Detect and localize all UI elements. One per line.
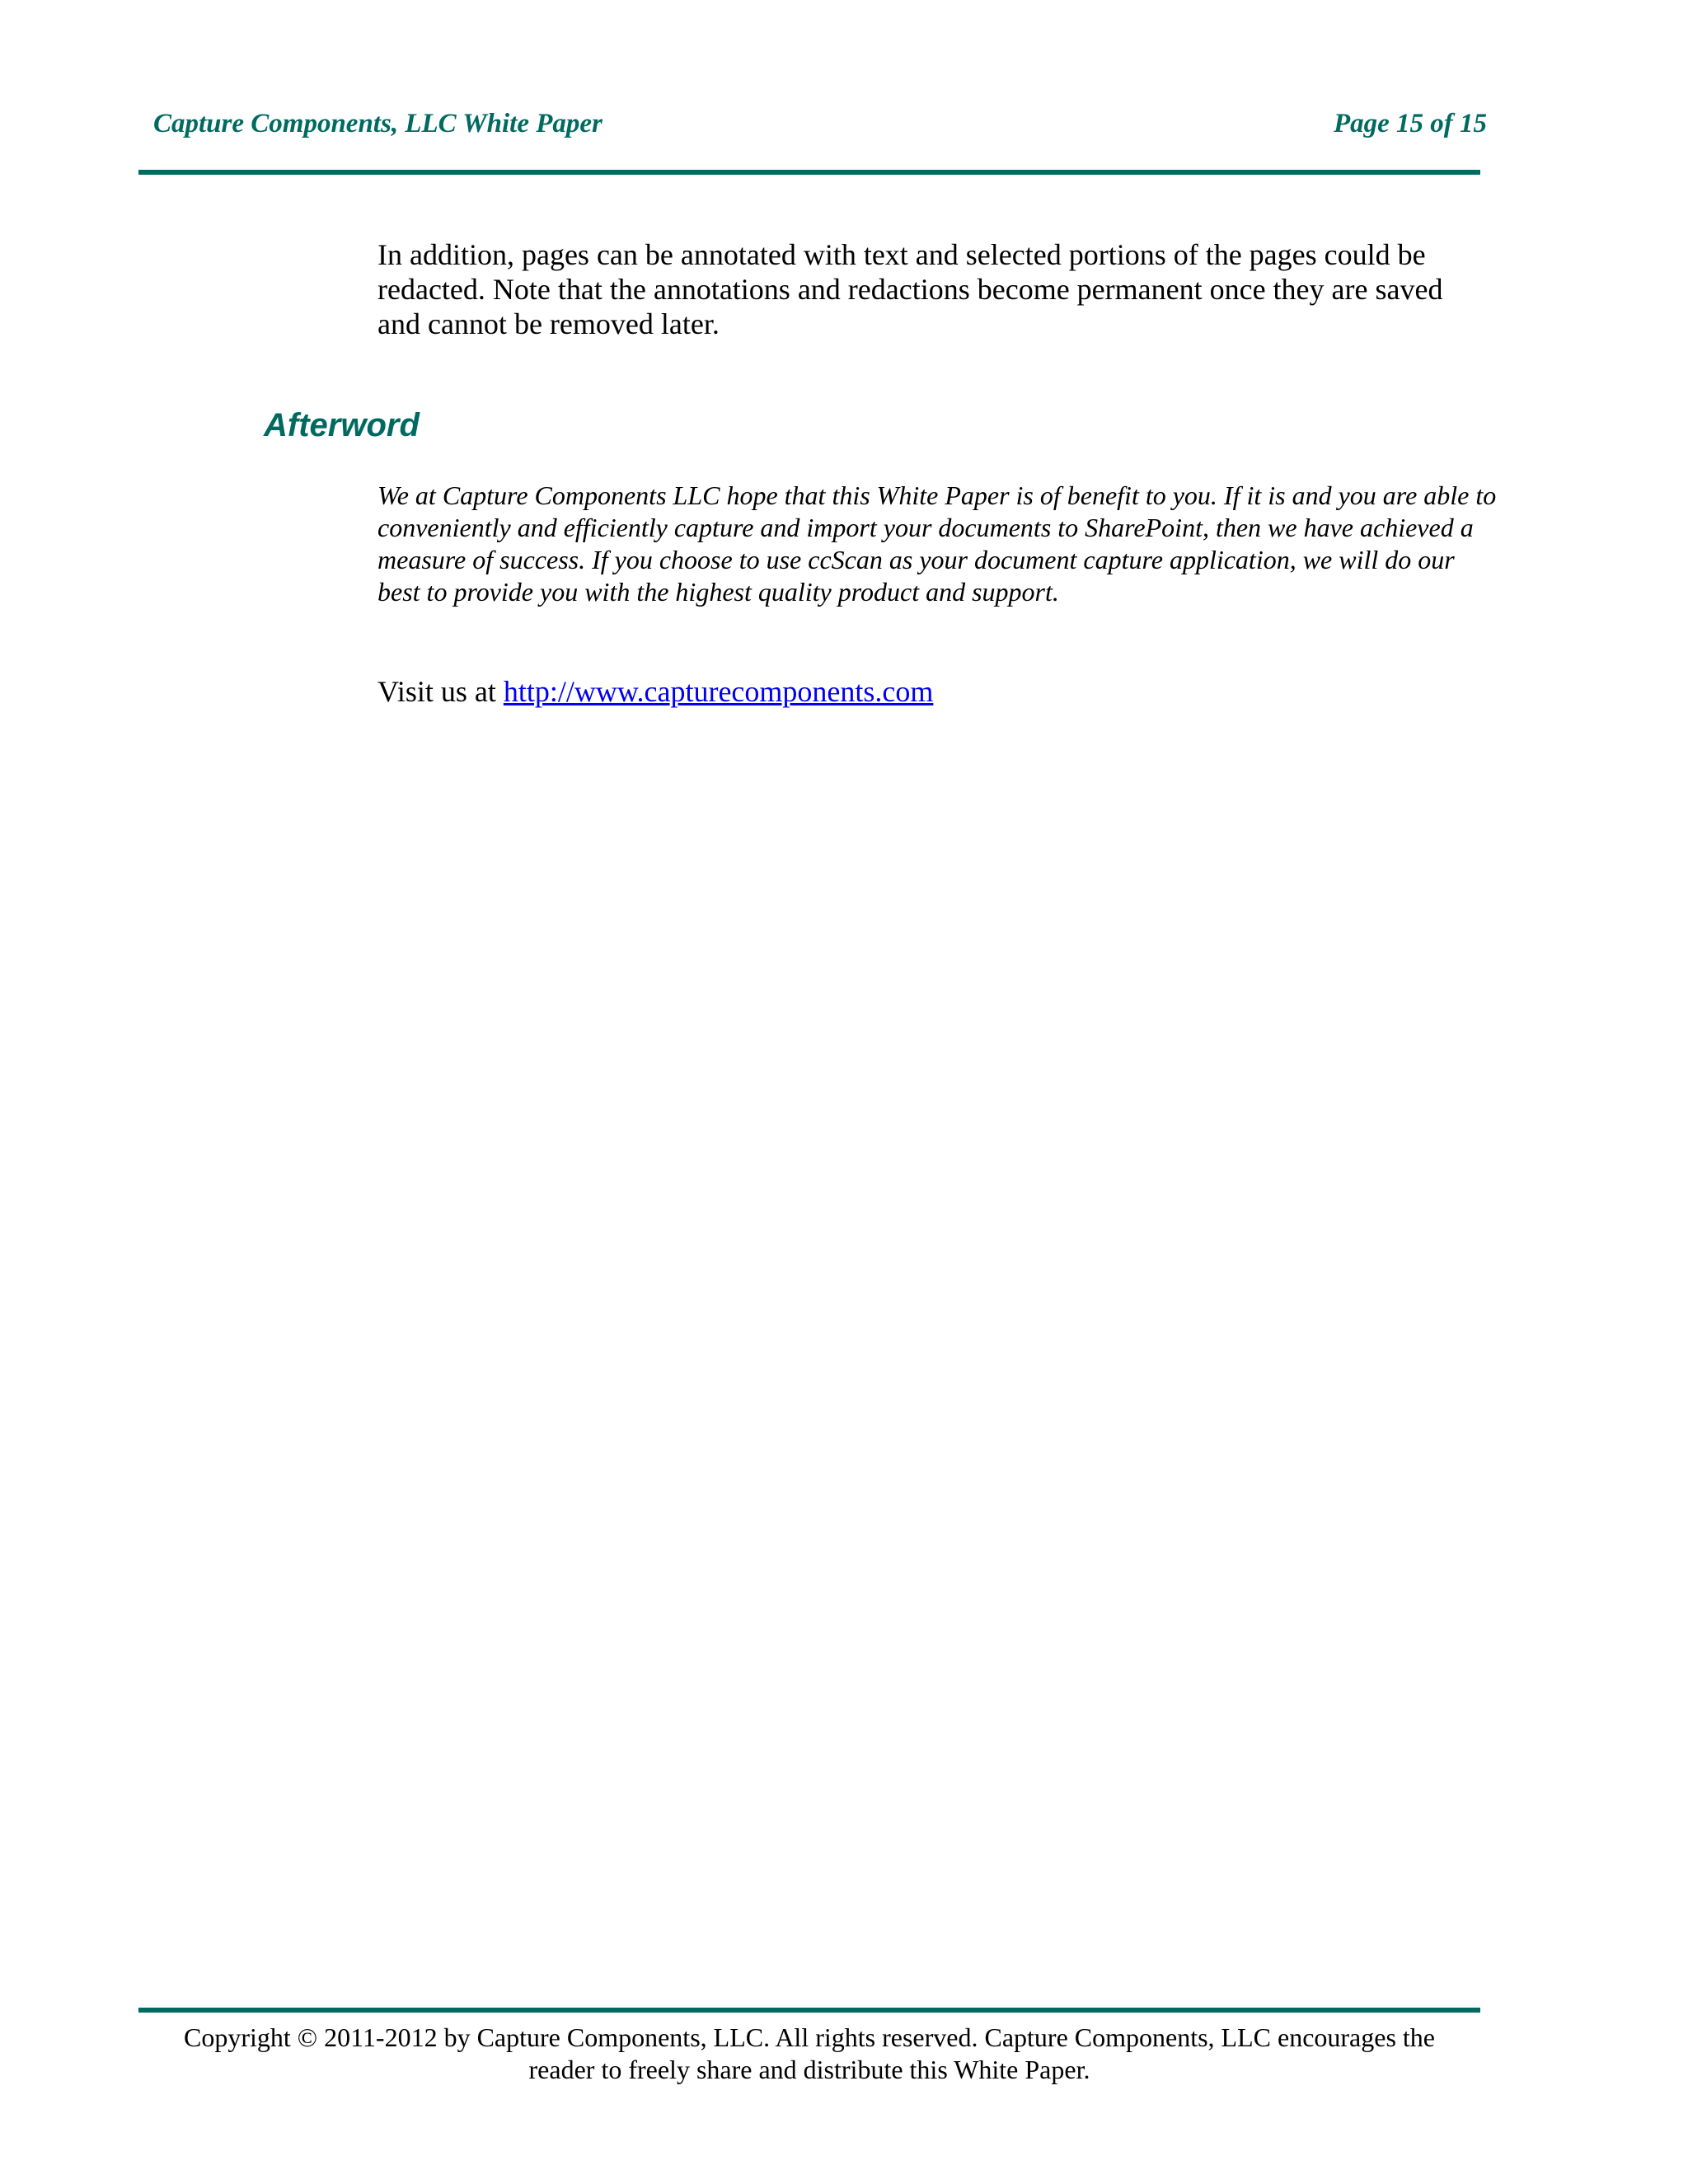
- intro-paragraph: In addition, pages can be annotated with text and selected portions of the pages could be redacted. Note that the annotations and redactions become permanent once they are saved and cannot be removed later.: [377, 238, 1443, 340]
- footer-divider: [138, 2008, 1480, 2013]
- afterword-paragraph: We at Capture Components LLC hope that this White Paper is of benefit to you. If it is and you are able to conveniently and efficiently capture and import your documents to SharePoint, then we have achieved a measure of success. If you choose to use ccScan as your document capture application, we will do our best to provide you with the highest quality product and support.: [377, 480, 1497, 607]
- visit-line: [377, 674, 933, 709]
- header-divider: [138, 170, 1480, 175]
- section-heading-afterword: Afterword: [264, 407, 420, 443]
- header-title: Capture Components, LLC White Paper: [153, 109, 603, 138]
- visit-prefix: Visit us at: [377, 675, 504, 708]
- footer-line-1: Copyright © 2011-2012 by Capture Components, LLC. All rights reserved. Capture Components, LLC encourages the: [184, 2022, 1435, 2052]
- footer-line-2: reader to freely share and distribute this White Paper.: [528, 2055, 1090, 2084]
- page-number: Page 15 of 15: [1333, 109, 1487, 138]
- website-link[interactable]: http://www.capturecomponents.com: [503, 675, 934, 708]
- footer-copyright: [138, 2022, 1480, 2086]
